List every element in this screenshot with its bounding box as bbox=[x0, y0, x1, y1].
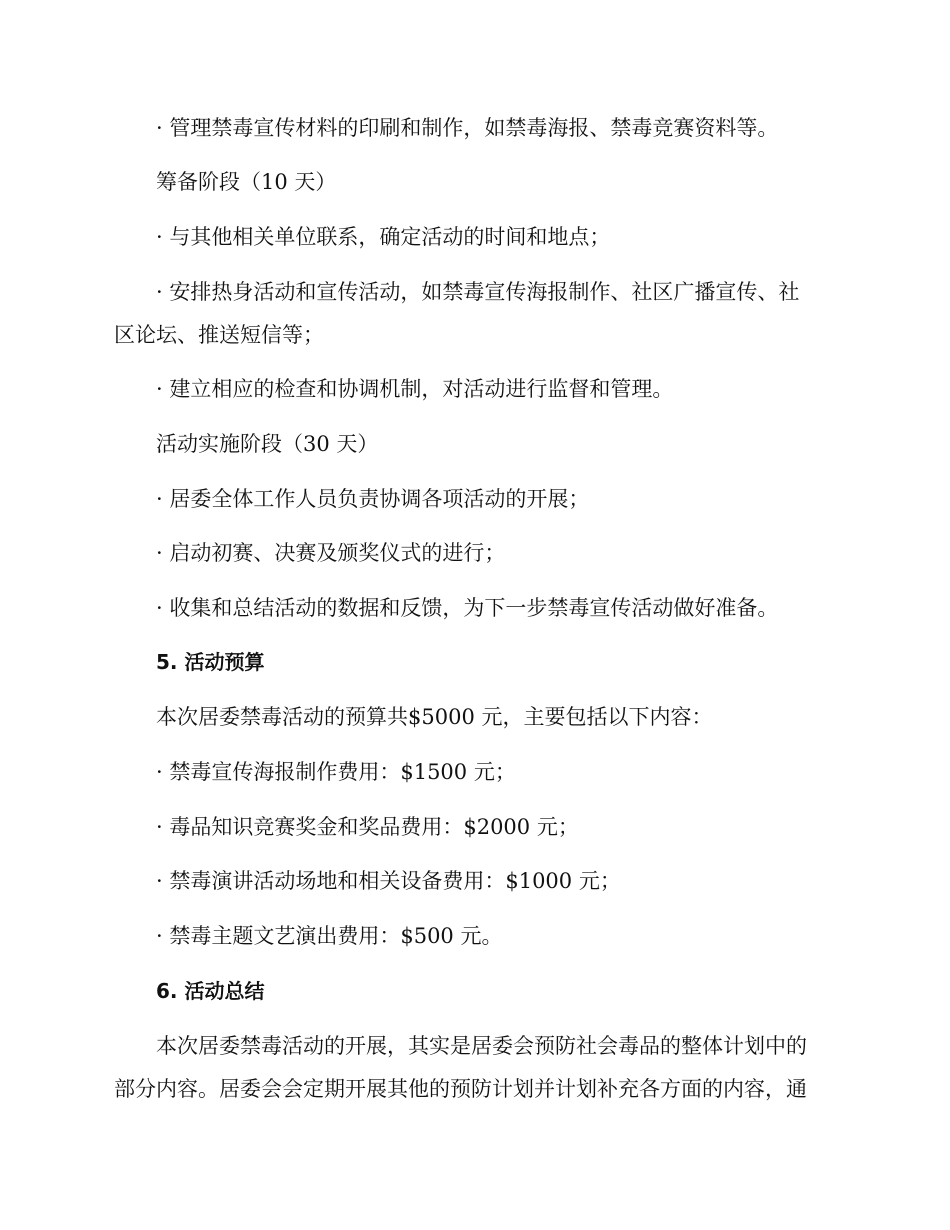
bullet-coordination-mechanism: · 建立相应的检查和协调机制，对活动进行监督和管理。 bbox=[156, 377, 674, 401]
budget-item-quiz-prizes: · 毒品知识竞赛奖金和奖品费用：$2000 元； bbox=[156, 815, 579, 839]
section-heading-budget: 5. 活动预算 bbox=[156, 650, 265, 674]
bullet-warmup-activities: · 安排热身活动和宣传活动，如禁毒宣传海报制作、社区广播宣传、社 bbox=[156, 280, 800, 304]
phase-heading-preparation: 筹备阶段（10 天） bbox=[156, 170, 337, 194]
summary-paragraph-line-1: 本次居委禁毒活动的开展，其实是居委会预防社会毒品的整体计划中的 bbox=[156, 1034, 807, 1058]
bullet-warmup-activities-continued: 区论坛、推送短信等； bbox=[114, 323, 324, 347]
bullet-printing-materials: · 管理禁毒宣传材料的印刷和制作，如禁毒海报、禁毒竞赛资料等。 bbox=[156, 116, 779, 140]
budget-item-performance: · 禁毒主题文艺演出费用：$500 元。 bbox=[156, 924, 503, 948]
budget-item-posters: · 禁毒宣传海报制作费用：$1500 元； bbox=[156, 760, 516, 784]
bullet-staff-coordination: · 居委全体工作人员负责协调各项活动的开展； bbox=[156, 487, 590, 511]
budget-item-venue-equipment: · 禁毒演讲活动场地和相关设备费用：$1000 元； bbox=[156, 869, 621, 893]
section-heading-summary: 6. 活动总结 bbox=[156, 979, 265, 1003]
bullet-contact-units: · 与其他相关单位联系，确定活动的时间和地点； bbox=[156, 225, 611, 249]
phase-heading-implementation: 活动实施阶段（30 天） bbox=[156, 432, 379, 456]
bullet-collect-feedback: · 收集和总结活动的数据和反馈，为下一步禁毒宣传活动做好准备。 bbox=[156, 596, 779, 620]
budget-intro: 本次居委禁毒活动的预算共$5000 元，主要包括以下内容： bbox=[156, 705, 713, 729]
summary-paragraph-line-2: 部分内容。居委会会定期开展其他的预防计划并计划补充各方面的内容，通 bbox=[114, 1077, 807, 1101]
bullet-competition-rounds: · 启动初赛、决赛及颁奖仪式的进行； bbox=[156, 541, 506, 565]
